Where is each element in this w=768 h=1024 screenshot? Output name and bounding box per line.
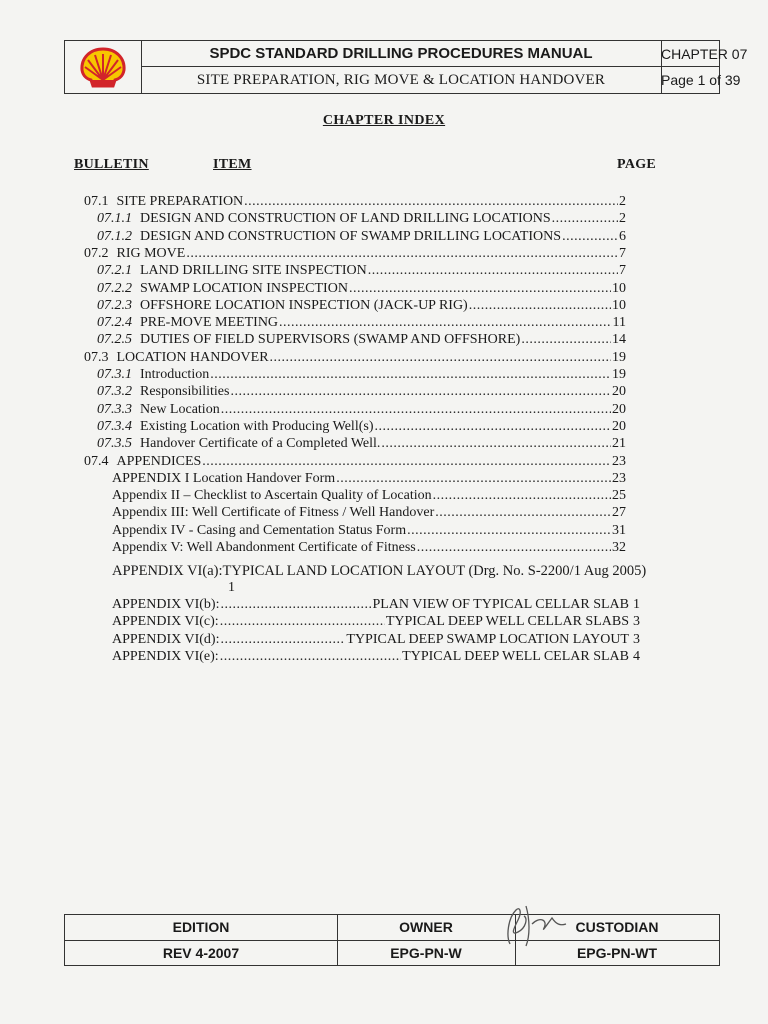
toc-entry <box>112 504 626 522</box>
toc-entry <box>97 401 626 419</box>
appendix-vi-title: TYPICAL DEEP SWAMP LOCATION LAYOUT <box>346 631 629 647</box>
toc-entry-page: 6 <box>619 228 626 244</box>
appendix-vi-page: 1 <box>633 597 640 612</box>
column-header-page: PAGE <box>617 157 657 172</box>
dot-leader <box>220 648 401 666</box>
dot-leader <box>244 193 618 211</box>
toc-entry-number: 07.2.2 <box>97 280 132 296</box>
toc-entry-label: Appendix IV - Casing and Cementation Status Form <box>112 522 407 538</box>
toc-entry-page: 2 <box>619 194 626 209</box>
toc-entry-label: LAND DRILLING SITE INSPECTION <box>140 263 367 279</box>
toc-entry-number: 07.2 <box>84 245 109 261</box>
toc-entry-page: 7 <box>619 245 626 261</box>
toc-entry-page: 10 <box>612 280 626 296</box>
dot-leader <box>210 366 611 384</box>
toc-entry-label: APPENDIX I Location Handover Form <box>112 470 336 486</box>
toc-entry-page: 23 <box>612 453 626 469</box>
dot-leader <box>521 331 611 349</box>
chapter-subtitle: SITE PREPARATION, RIG MOVE & LOCATION HANDOVER <box>196 72 606 88</box>
toc-entry-label: New Location <box>140 401 220 417</box>
toc-entry <box>112 487 626 505</box>
toc-entry-label: LOCATION HANDOVER <box>116 349 269 365</box>
toc-entry-page: 19 <box>612 367 626 382</box>
toc-entry-number: 07.1 <box>84 194 109 209</box>
toc-entry-number: 07.3.5 <box>97 436 132 452</box>
appendix-vi-a: APPENDIX VI(a):TYPICAL LAND LOCATION LAYOUT (Drg. No. S-2200/1 Aug 2005) <box>112 563 647 579</box>
toc-entry-number: 07.2.1 <box>97 263 132 279</box>
dot-leader <box>552 210 618 228</box>
toc-entry-page: 19 <box>612 349 626 365</box>
appendix-vi-label: APPENDIX VI(e): <box>112 648 219 664</box>
toc-entry <box>97 228 626 246</box>
dot-leader <box>562 228 618 246</box>
toc-entry-page: 20 <box>612 401 626 417</box>
toc-entry-label: Appendix III: Well Certificate of Fitness / Well Handover <box>112 505 435 521</box>
dot-leader <box>374 418 611 436</box>
header-title-cell <box>141 41 662 93</box>
toc-entry-number: 07.3.3 <box>97 401 132 417</box>
document-footer <box>64 914 720 966</box>
toc-entry-label: Existing Location with Producing Well(s) <box>140 418 374 434</box>
toc-entry <box>112 522 626 540</box>
appendix-vi-a-page: 1 <box>228 580 235 595</box>
toc-entry-label: RIG MOVE <box>116 245 186 261</box>
dot-leader <box>417 539 611 557</box>
toc-entry <box>84 245 626 263</box>
toc-entry-number: 07.3.1 <box>97 367 132 382</box>
toc-entry-page: 11 <box>612 315 626 331</box>
dot-leader <box>220 631 345 649</box>
index-title: CHAPTER INDEX <box>322 113 446 128</box>
toc-entry-page: 7 <box>619 263 626 279</box>
dot-leader <box>368 262 618 280</box>
shell-pecten-logo-icon <box>78 46 128 90</box>
dot-leader <box>202 453 611 471</box>
dot-leader <box>381 435 611 453</box>
custodian-label: CUSTODIAN <box>575 919 659 935</box>
toc-entry-label: OFFSHORE LOCATION INSPECTION (JACK-UP RIG) <box>140 297 468 313</box>
toc-entry <box>84 193 626 211</box>
dot-leader <box>220 613 385 631</box>
toc-entry <box>97 297 626 315</box>
toc-entry-page: 10 <box>612 297 626 313</box>
toc-entry <box>97 210 626 228</box>
dot-leader <box>469 297 611 315</box>
toc-entry-number: 07.4 <box>84 453 109 469</box>
toc-entry-number: 07.2.4 <box>97 315 132 331</box>
toc-entry-page: 23 <box>612 470 626 486</box>
toc-entry-label: Introduction <box>140 367 210 382</box>
toc-entry <box>97 314 626 332</box>
toc-entry <box>97 366 626 384</box>
toc-entry-label: DESIGN AND CONSTRUCTION OF SWAMP DRILLING LOCATIONS <box>140 228 562 244</box>
toc-entry-number: 07.3 <box>84 349 109 365</box>
manual-title: SPDC STANDARD DRILLING PROCEDURES MANUAL <box>141 41 661 67</box>
toc-entry-label: DESIGN AND CONSTRUCTION OF LAND DRILLING LOCATIONS <box>140 211 551 227</box>
appendix-vi-entry <box>112 631 640 649</box>
dot-leader <box>270 349 611 367</box>
appendix-vi-page: 3 <box>633 631 640 647</box>
dot-leader <box>221 401 611 419</box>
appendix-vi-title: TYPICAL DEEP WELL CELLAR SLABS <box>385 614 629 630</box>
toc-entry-number: 07.3.4 <box>97 418 132 434</box>
toc-entry-label: Handover Certificate of a Completed Well. <box>140 436 381 452</box>
toc-entry-page: 32 <box>612 540 626 555</box>
toc-entry-label: Appendix II – Checklist to Ascertain Quality of Location <box>112 488 432 504</box>
dot-leader <box>336 470 611 488</box>
dot-leader <box>407 522 611 540</box>
toc-entry-number: 07.2.5 <box>97 332 132 348</box>
page-number: Page 1 of 39 <box>661 72 741 88</box>
edition-value: REV 4-2007 <box>162 945 240 961</box>
owner-value: EPG-PN-W <box>390 945 462 961</box>
toc-entry-label: DUTIES OF FIELD SUPERVISORS (SWAMP AND OFFSHORE) <box>140 332 521 348</box>
dot-leader <box>435 504 611 522</box>
appendix-vi-entry <box>112 613 640 631</box>
dot-leader <box>279 314 611 332</box>
toc-entry-label: SITE PREPARATION <box>116 194 244 209</box>
appendix-vi-title: TYPICAL DEEP WELL CELAR SLAB <box>402 648 629 664</box>
appendix-vi-label: APPENDIX VI(d): <box>112 631 220 647</box>
toc-entry-label: Responsibilities <box>140 384 230 400</box>
toc-entry-number: 07.3.2 <box>97 384 132 400</box>
handwritten-signature-icon <box>496 896 576 952</box>
toc-entry-number: 07.1.1 <box>97 211 132 227</box>
column-header-bulletin: BULLETIN <box>74 157 149 172</box>
toc-entry-page: 2 <box>619 211 626 227</box>
custodian-value: EPG-PN-WT <box>576 945 658 961</box>
toc-entry <box>97 280 626 298</box>
toc-entry-label: SWAMP LOCATION INSPECTION <box>140 280 348 296</box>
document-header <box>64 40 748 94</box>
appendix-vi-entry <box>112 648 640 666</box>
shell-logo-cell <box>65 41 142 93</box>
toc-entry-page: 21 <box>612 436 626 452</box>
toc-entry-page: 14 <box>612 332 626 348</box>
dot-leader <box>220 596 371 614</box>
toc-entry <box>97 435 626 453</box>
toc-entry-label: PRE-MOVE MEETING <box>140 315 279 331</box>
dot-leader <box>349 280 611 298</box>
column-header-item: ITEM <box>213 157 252 172</box>
appendix-vi-entry <box>112 596 640 614</box>
toc-entry <box>97 418 626 436</box>
appendix-vi-page: 3 <box>633 614 640 630</box>
toc-entry-label: Appendix V: Well Abandonment Certificate of Fitness <box>112 540 416 555</box>
toc-entry <box>112 539 626 557</box>
toc-entry <box>97 331 626 349</box>
toc-entry-number: 07.1.2 <box>97 228 132 244</box>
dot-leader <box>230 383 611 401</box>
owner-label: OWNER <box>399 919 453 935</box>
toc-entry <box>84 453 626 471</box>
toc-entry <box>112 470 626 488</box>
toc-entry-page: 25 <box>612 488 626 504</box>
appendix-vi-label: APPENDIX VI(c): <box>112 614 219 630</box>
appendix-vi-page: 4 <box>633 648 640 664</box>
chapter-info-cell <box>661 41 748 93</box>
toc-entry-page: 20 <box>612 384 626 400</box>
chapter-number: CHAPTER 07 <box>661 41 719 67</box>
appendix-vi-label: APPENDIX VI(b): <box>112 597 220 612</box>
toc-entry-page: 20 <box>612 418 626 434</box>
toc-entry-label: APPENDICES <box>116 453 202 469</box>
dot-leader <box>433 487 611 505</box>
toc-entry-page: 31 <box>612 522 626 538</box>
toc-entry <box>97 262 626 280</box>
edition-label: EDITION <box>172 919 230 935</box>
dot-leader <box>186 245 618 263</box>
appendix-vi-title: PLAN VIEW OF TYPICAL CELLAR SLAB <box>372 597 629 612</box>
toc-entry <box>97 383 626 401</box>
toc-entry <box>84 349 626 367</box>
toc-entry-number: 07.2.3 <box>97 297 132 313</box>
toc-entry-page: 27 <box>612 505 626 521</box>
